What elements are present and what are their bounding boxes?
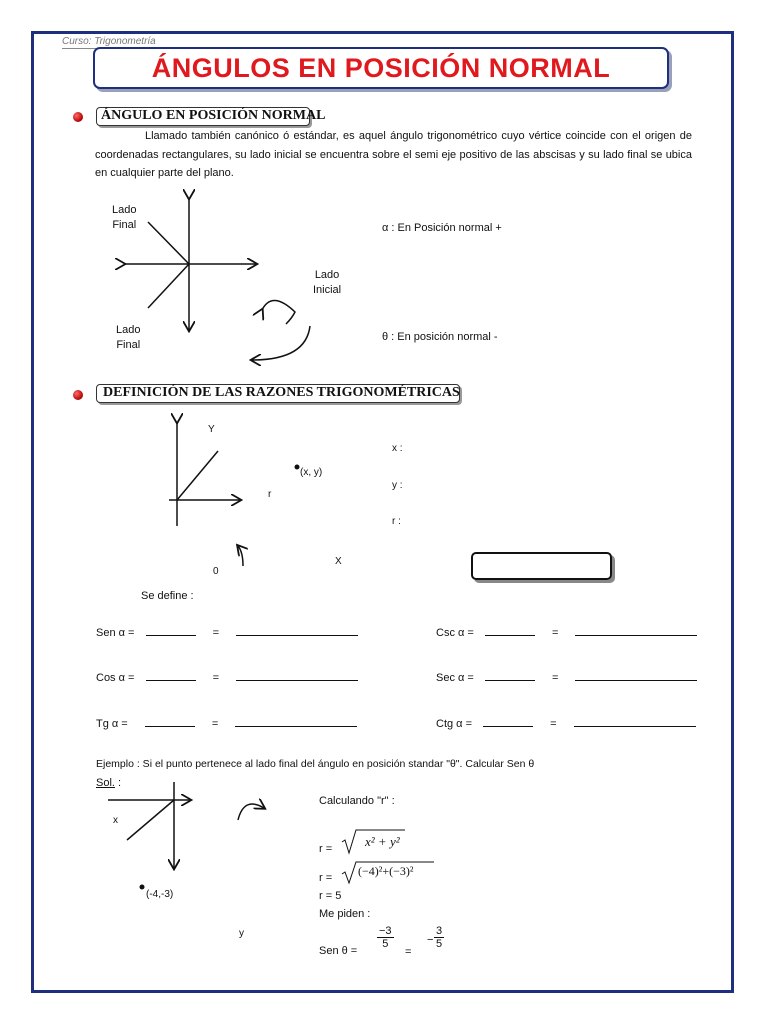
ratio-row-csc: Csc α = = xyxy=(436,626,697,639)
definition-paragraph: Llamado también canónico ó estándar, es aquel ángulo trigonométrico cuyo vértice coincide con el origen de coordenadas rectangulares, su lado inicial se encuentra sobre el semi eje positivo de las abscisas y su lado final se ubica en cualquier parte del plano. xyxy=(95,130,692,179)
section-heading-2: DEFINICIÓN DE LAS RAZONES TRIGONOMÉTRICAS xyxy=(103,385,460,400)
label-lado-final-top: Lado Final xyxy=(112,204,137,231)
r-equation-2: r = xyxy=(319,872,333,884)
example-equals: = xyxy=(405,946,412,958)
example-axes xyxy=(108,782,264,868)
section-heading-1: ÁNGULO EN POSICIÓN NORMAL xyxy=(101,108,326,123)
ratio-row-ctg: Ctg α = = xyxy=(436,717,696,730)
calculando-label: Calculando "r" : xyxy=(319,795,395,807)
fraction-2-sign: − xyxy=(427,934,434,946)
example-axis-x: x xyxy=(113,815,118,826)
example-point-label: (-4,-3) xyxy=(146,889,174,900)
label-lado-inicial: Lado Inicial xyxy=(313,269,342,296)
r-result: r = 5 xyxy=(319,890,342,902)
axis-x-label: X xyxy=(335,556,342,567)
me-piden-label: Me piden : xyxy=(319,908,371,920)
point-label: (x, y) xyxy=(300,467,323,478)
r-formula-1: x² + y² xyxy=(365,834,400,849)
diagram1-axes xyxy=(124,198,310,360)
course-label: Curso: Trigonometría xyxy=(62,36,156,47)
ratio-row-sec: Sec α = = xyxy=(436,671,697,684)
diagram2-axes xyxy=(169,422,243,566)
axis-y-label: Y xyxy=(208,424,215,435)
theta-note: θ : En posición normal - xyxy=(382,331,498,343)
r-definition: r : xyxy=(392,516,401,527)
answer-box[interactable] xyxy=(471,552,612,580)
ratio-row-tg: Tg α = = xyxy=(96,717,357,730)
ratio-row-cos: Cos α = = xyxy=(96,671,358,684)
example-point-dot xyxy=(140,885,145,890)
origin-label: 0 xyxy=(213,566,219,577)
se-define-label: Se define : xyxy=(141,590,194,602)
fraction-2: $\frac{3}{5}$ xyxy=(436,925,443,950)
bullet-icon xyxy=(73,390,83,400)
r-equation-1: r = xyxy=(319,843,333,855)
fraction-1: $\frac{-3}{5}$ xyxy=(379,925,392,950)
y-definition: y : xyxy=(392,480,403,491)
sen-theta-label: Sen θ = xyxy=(319,945,358,957)
page-title: ÁNGULOS EN POSICIÓN NORMAL xyxy=(151,52,611,83)
r-formula-2: (−4)²+(−3)² xyxy=(358,864,414,878)
label-lado-final-bottom: Lado Final xyxy=(116,324,141,351)
radius-label: r xyxy=(268,489,272,500)
alpha-note: α : En Posición normal + xyxy=(382,222,502,234)
ratio-row-sen: Sen α = = xyxy=(96,626,358,639)
example-axis-y: y xyxy=(239,928,244,939)
example-statement: Ejemplo : Si el punto pertenece al lado final del ángulo en posición standar "θ". Calcular Sen θ xyxy=(96,758,535,770)
x-definition: x : xyxy=(392,443,403,454)
point-dot xyxy=(295,465,300,470)
sol-label: Sol. : xyxy=(96,777,122,789)
